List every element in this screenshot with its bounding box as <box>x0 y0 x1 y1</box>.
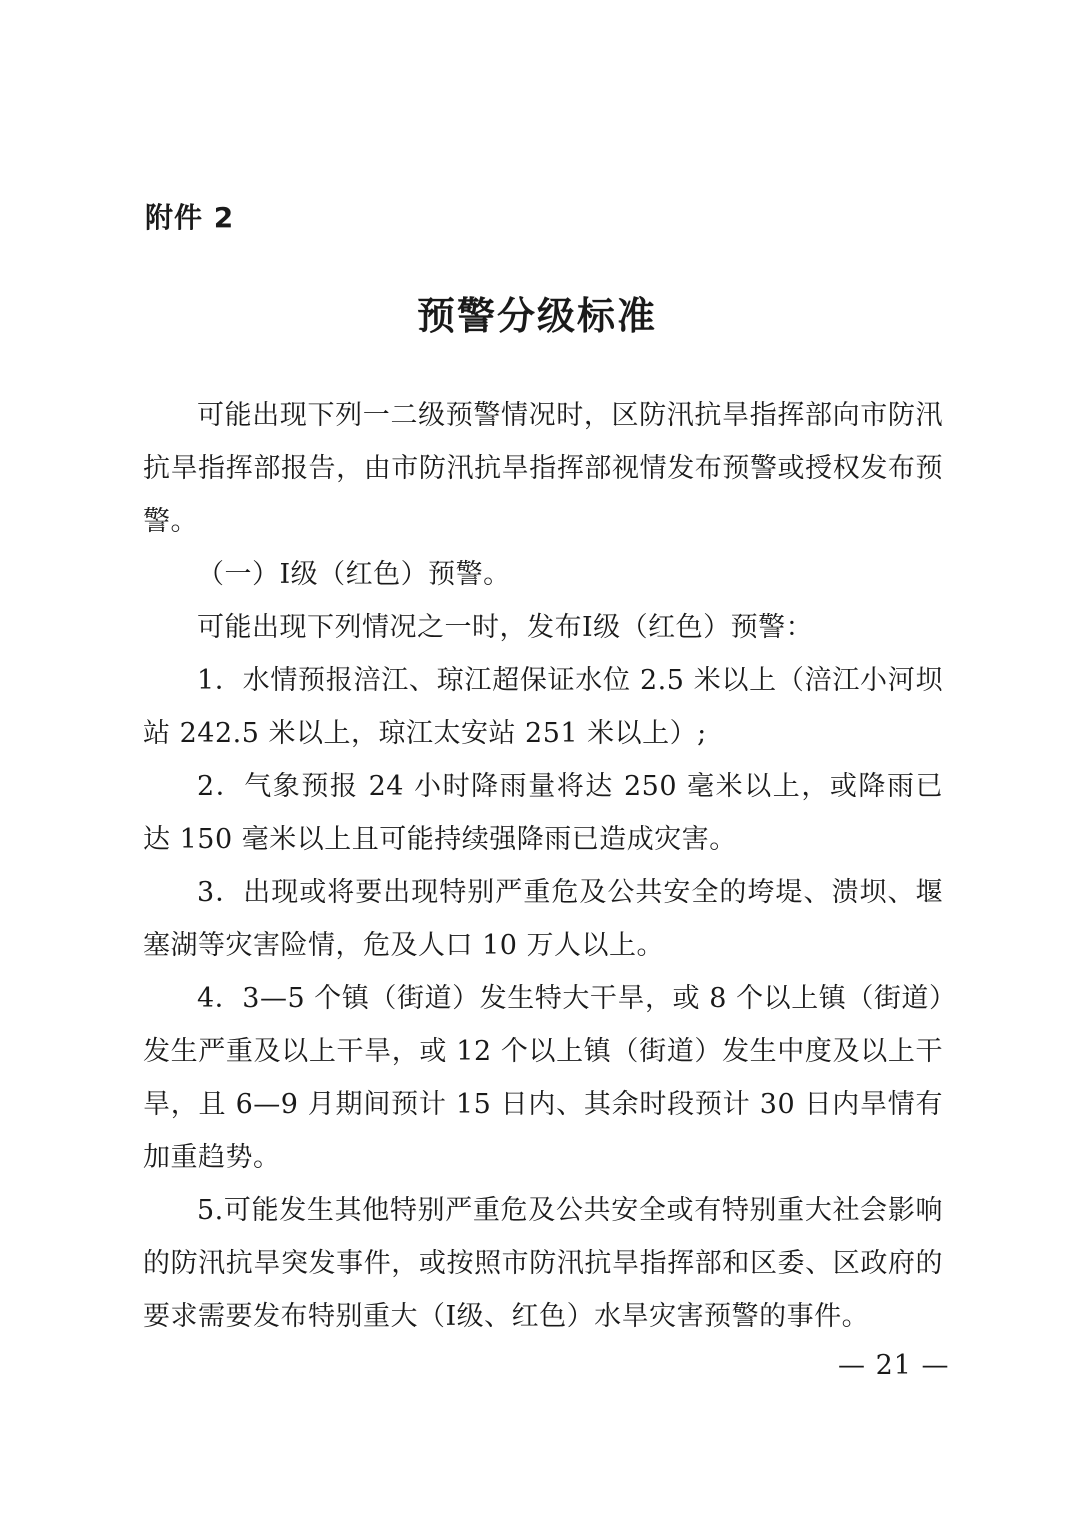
intro-paragraph: 可能出现下列一二级预警情况时，区防汛抗旱指挥部向市防汛抗旱指挥部报告，由市防汛抗旱指挥部视情发布预警或授权发布预警。 <box>143 400 943 537</box>
condition-item-3: 3．出现或将要出现特别严重危及公共安全的垮堤、溃坝、堰塞湖等灾害险情，危及人口 10 万人以上。 <box>143 877 943 961</box>
section-heading-level-1: （一）Ⅰ级（红色）预警。 <box>197 559 511 590</box>
condition-item-5: 5.可能发生其他特别严重危及公共安全或有特别重大社会影响的防汛抗旱突发事件，或按照市防汛抗旱指挥部和区委、区政府的要求需要发布特别重大（Ⅰ级、红色）水旱灾害预警的事件。 <box>143 1195 943 1332</box>
document-body <box>143 389 943 1343</box>
conditions-intro-paragraph: 可能出现下列情况之一时，发布Ⅰ级（红色）预警： <box>197 612 814 643</box>
page-title: 预警分级标准 <box>416 294 657 338</box>
condition-item-1: 1．水情预报涪江、琼江超保证水位 2.5 米以上（涪江小河坝站 242.5 米以上，琼江太安站 251 米以上）; <box>143 665 943 749</box>
page-number: — 21 — <box>838 1350 950 1381</box>
attachment-label: 附件 2 <box>145 201 235 234</box>
condition-item-4: 4．3—5 个镇（街道）发生特大干旱，或 8 个以上镇（街道）发生严重及以上干旱，或 12 个以上镇（街道）发生中度及以上干旱，且 6—9 月期间预计 15 日内、其余时段预计 30 日内旱情有加重趋势。 <box>143 983 943 1173</box>
condition-item-2: 2．气象预报 24 小时降雨量将达 250 毫米以上，或降雨已达 150 毫米以上且可能持续强降雨已造成灾害。 <box>143 771 943 855</box>
